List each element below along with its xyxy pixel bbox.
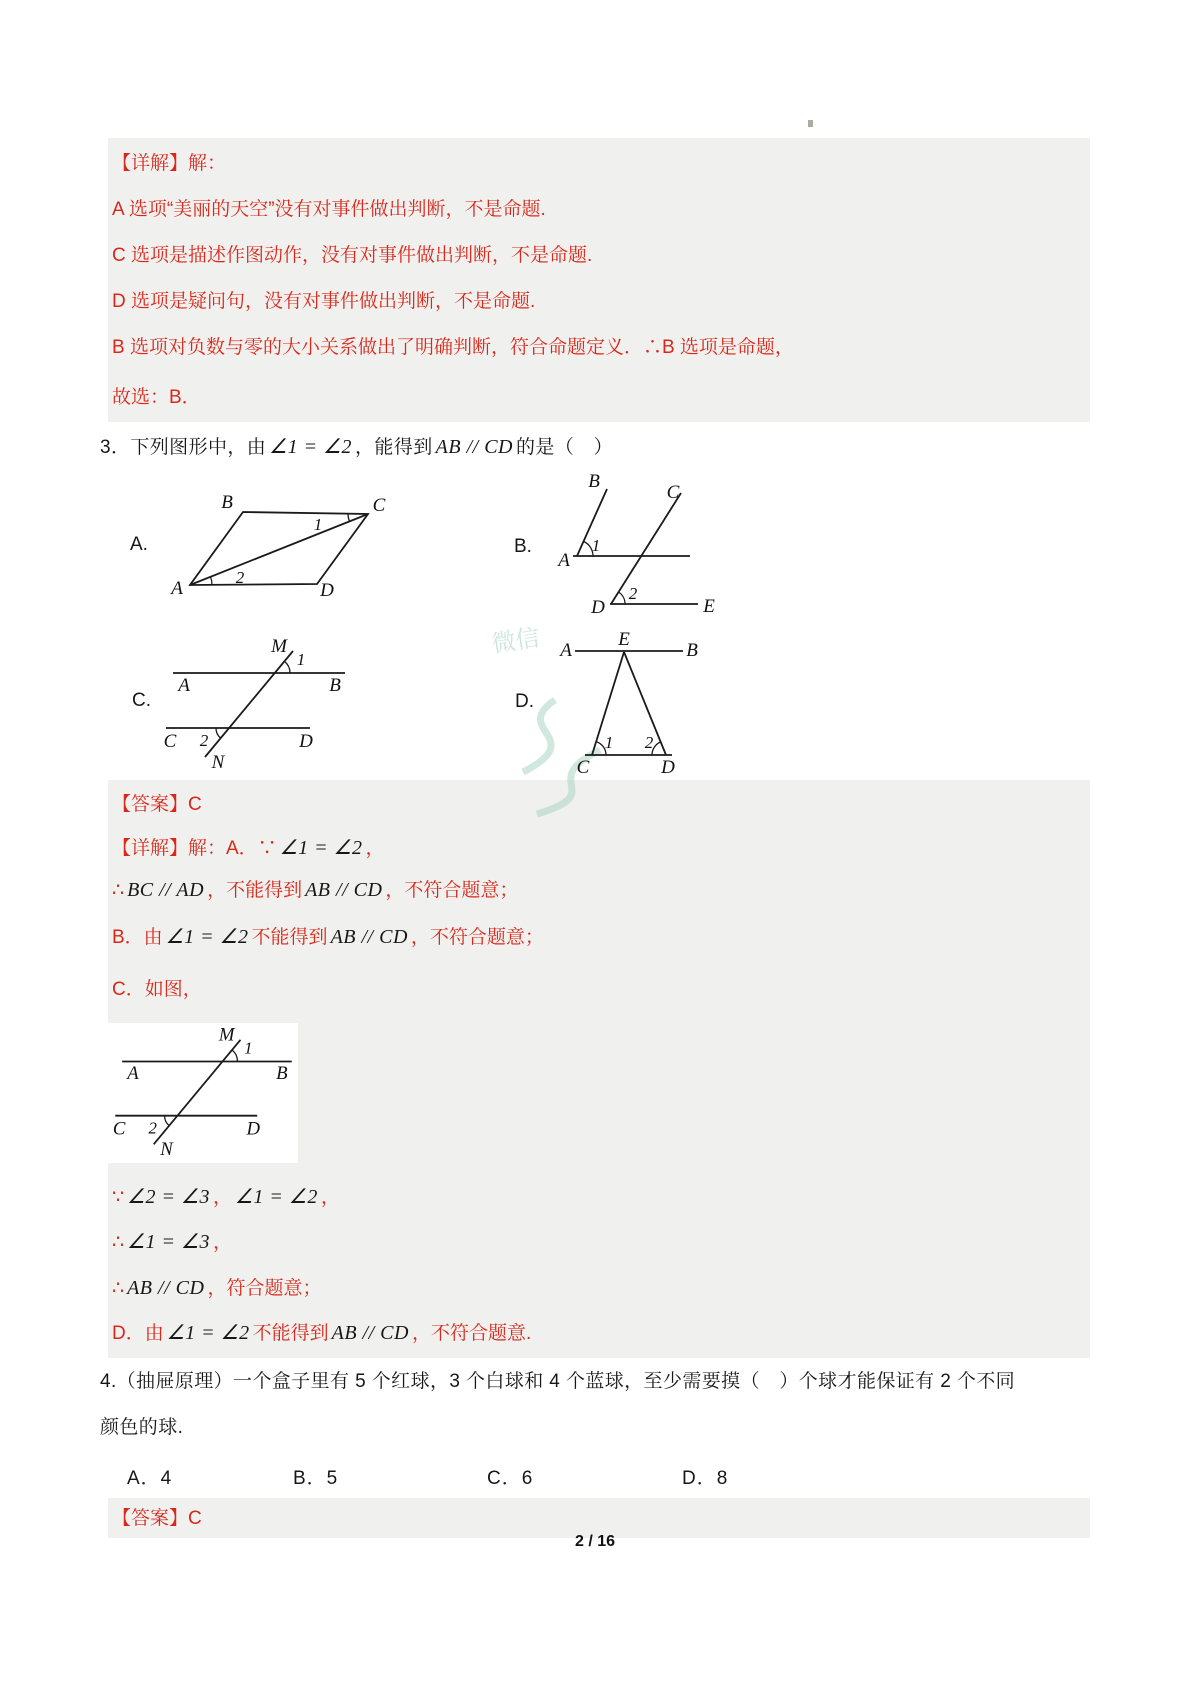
detail-q3-line-6 [112, 1229, 232, 1256]
text-segment: ，符合题意； [207, 1278, 322, 1299]
angle-1-label: 1 [591, 536, 601, 555]
figure-option-d [525, 630, 715, 780]
angle-arc [619, 592, 626, 604]
q4-option-d: D．8 [682, 1468, 729, 1489]
q4-option-a: A．4 [127, 1468, 173, 1489]
text-segment: AB // CD [435, 436, 513, 458]
text-segment: ∠1 = ∠2 [166, 1322, 250, 1344]
vertex-label-d: D [591, 597, 605, 618]
vertex-label-a: A [558, 550, 570, 571]
text-segment: ∠2 = ∠3 [127, 1186, 210, 1208]
text-segment: ， [320, 1187, 340, 1208]
text-segment: 3．下列图形中，由 [100, 437, 267, 458]
detail-line-b [112, 335, 794, 361]
vertex-label-d: D [299, 731, 313, 752]
text-segment: ，不符合题意. [411, 1323, 532, 1344]
figure-answer-c [108, 1023, 298, 1163]
answer-block-q4-bg [108, 1498, 1090, 1538]
vertex-label-n: N [211, 752, 225, 773]
text-segment: ∠1 = ∠2 [165, 926, 249, 948]
detail-q3-line-5 [112, 1184, 340, 1211]
detail-line-d [112, 289, 535, 315]
vertex-label-c: C [576, 757, 590, 778]
text-segment: 【详解】解：A．∵ [112, 838, 277, 859]
detail-q3-line-1 [112, 835, 385, 862]
question-4-stem-line-2: 颜色的球. [100, 1417, 184, 1438]
vertex-label-b: B [221, 492, 233, 513]
q4-option-c: C．6 [487, 1468, 534, 1489]
angle-arc [285, 661, 291, 673]
text-segment: ， [212, 1232, 232, 1253]
answer-q3-line [112, 792, 202, 818]
stray-artifact [808, 120, 813, 127]
text-segment: ， [212, 1187, 232, 1208]
detail-conclusion-line [112, 385, 201, 411]
text-segment: ∴ [112, 1232, 125, 1253]
angle-2-label: 2 [199, 731, 209, 750]
angle-2-label: 2 [628, 584, 638, 603]
vertex-label-e: E [618, 629, 630, 650]
angle-arc [652, 742, 661, 755]
detail-line-a [112, 197, 546, 223]
text-segment: ∴ [112, 880, 125, 901]
vertex-label-m: M [218, 1024, 235, 1046]
option-c-label: C. [132, 690, 151, 711]
vertex-label-b: B [276, 1063, 288, 1085]
page-number: 2 / 16 [575, 1533, 616, 1550]
detail-q3-line-7 [112, 1275, 321, 1302]
angle-2-label: 2 [235, 568, 245, 587]
question-4-stem-line-1: 4.（抽屉原理）一个盒子里有 5 个红球，3 个白球和 4 个蓝球，至少需要摸（ ）个球才能保证有 2 个不同 [100, 1371, 1016, 1392]
text-segment: ，能得到 [355, 437, 433, 458]
text-segment: ， [365, 838, 385, 859]
text-segment: A 选项“美丽的天空”没有对事件做出判断，不是命题. [112, 199, 546, 220]
vertex-label-a: A [560, 640, 572, 661]
option-b-label: B. [514, 536, 532, 557]
text-segment: AB // CD [331, 1322, 409, 1344]
text-segment: 的是（ ） [515, 437, 613, 458]
text-segment: AB // CD [127, 1277, 205, 1299]
text-segment: ∠1 = ∠2 [269, 436, 353, 458]
angle-arc [232, 1050, 237, 1061]
detail-q3-line-2 [112, 877, 518, 904]
detail-q3-line-4 [112, 977, 202, 1003]
text-segment: ∠1 = ∠3 [127, 1231, 210, 1253]
figure-option-a [165, 490, 395, 608]
text-segment: 【详解】解： [112, 153, 227, 174]
detail-heading-line [112, 151, 226, 177]
vertex-label-d: D [246, 1118, 261, 1140]
vertex-label-b: B [588, 471, 600, 492]
vertex-label-c: C [372, 495, 386, 516]
vertex-label-a: A [127, 1063, 139, 1085]
text-segment: ∠1 = ∠2 [279, 837, 363, 859]
text-segment: 【答案】C [112, 794, 202, 815]
angle-1-label: 1 [313, 515, 323, 534]
figure-option-c [160, 634, 350, 776]
vertex-label-d: D [320, 580, 334, 601]
detail-line-c [112, 243, 592, 269]
figure-option-b [520, 435, 725, 630]
transversal-cd [611, 493, 681, 604]
angle-2-label: 2 [644, 733, 654, 752]
text-segment: BC // AD [127, 879, 205, 901]
text-segment: AB // CD [305, 879, 383, 901]
vertex-label-m: M [271, 636, 287, 657]
text-segment: C．如图， [112, 979, 202, 1000]
vertex-label-c: C [163, 731, 177, 752]
text-segment: ∠1 = ∠2 [234, 1186, 318, 1208]
vertex-label-b: B [329, 675, 341, 696]
angle-arc [211, 577, 213, 585]
text-segment: B 选项对负数与零的大小关系做出了明确判断，符合命题定义．∴B 选项是命题， [112, 337, 794, 358]
text-segment: ，不符合题意； [385, 880, 519, 901]
angle-arc [165, 1116, 169, 1126]
detail-q3-line-3 [112, 924, 544, 951]
option-d-label: D. [515, 691, 534, 712]
text-segment: D．由 [112, 1323, 164, 1344]
text-segment: AB // CD [330, 926, 408, 948]
answer-q4-line: 【答案】C [112, 1508, 202, 1529]
vertex-label-c: C [666, 482, 680, 503]
text-segment: C 选项是描述作图动作，没有对事件做出判断，不是命题. [112, 245, 593, 266]
angle-1-label: 1 [604, 733, 614, 752]
watermark-text: 微信 [490, 624, 542, 658]
text-segment: ∴ [112, 1278, 125, 1299]
vertex-label-a: A [171, 578, 183, 599]
vertex-label-e: E [703, 596, 715, 617]
text-segment: D 选项是疑问句，没有对事件做出判断，不是命题. [112, 291, 536, 312]
text-segment: ，不符合题意； [410, 927, 544, 948]
text-segment: 不能得到 [252, 1323, 329, 1344]
angle-arc [348, 514, 350, 522]
angle-1-label: 1 [296, 650, 306, 669]
q4-option-b: B．5 [293, 1468, 339, 1489]
text-segment: 不能得到 [251, 927, 328, 948]
vertex-label-d: D [661, 757, 675, 778]
transversal-mn [154, 1040, 241, 1145]
text-segment: ∵ [112, 1187, 125, 1208]
angle-arc [216, 728, 221, 738]
angle-2-label: 2 [148, 1118, 157, 1138]
text-segment: B．由 [112, 927, 163, 948]
text-segment: ，不能得到 [207, 880, 303, 901]
vertex-label-n: N [160, 1139, 173, 1161]
vertex-label-b: B [686, 640, 698, 661]
option-a-label: A. [130, 534, 148, 555]
angle-1-label: 1 [244, 1038, 253, 1058]
transversal-mn [205, 651, 293, 757]
detail-q3-line-8 [112, 1320, 531, 1347]
explanation-block-q2-bg [108, 138, 1090, 422]
vertex-label-a: A [178, 675, 190, 696]
text-segment: 故选：B． [112, 387, 201, 408]
vertex-label-c: C [112, 1118, 126, 1140]
